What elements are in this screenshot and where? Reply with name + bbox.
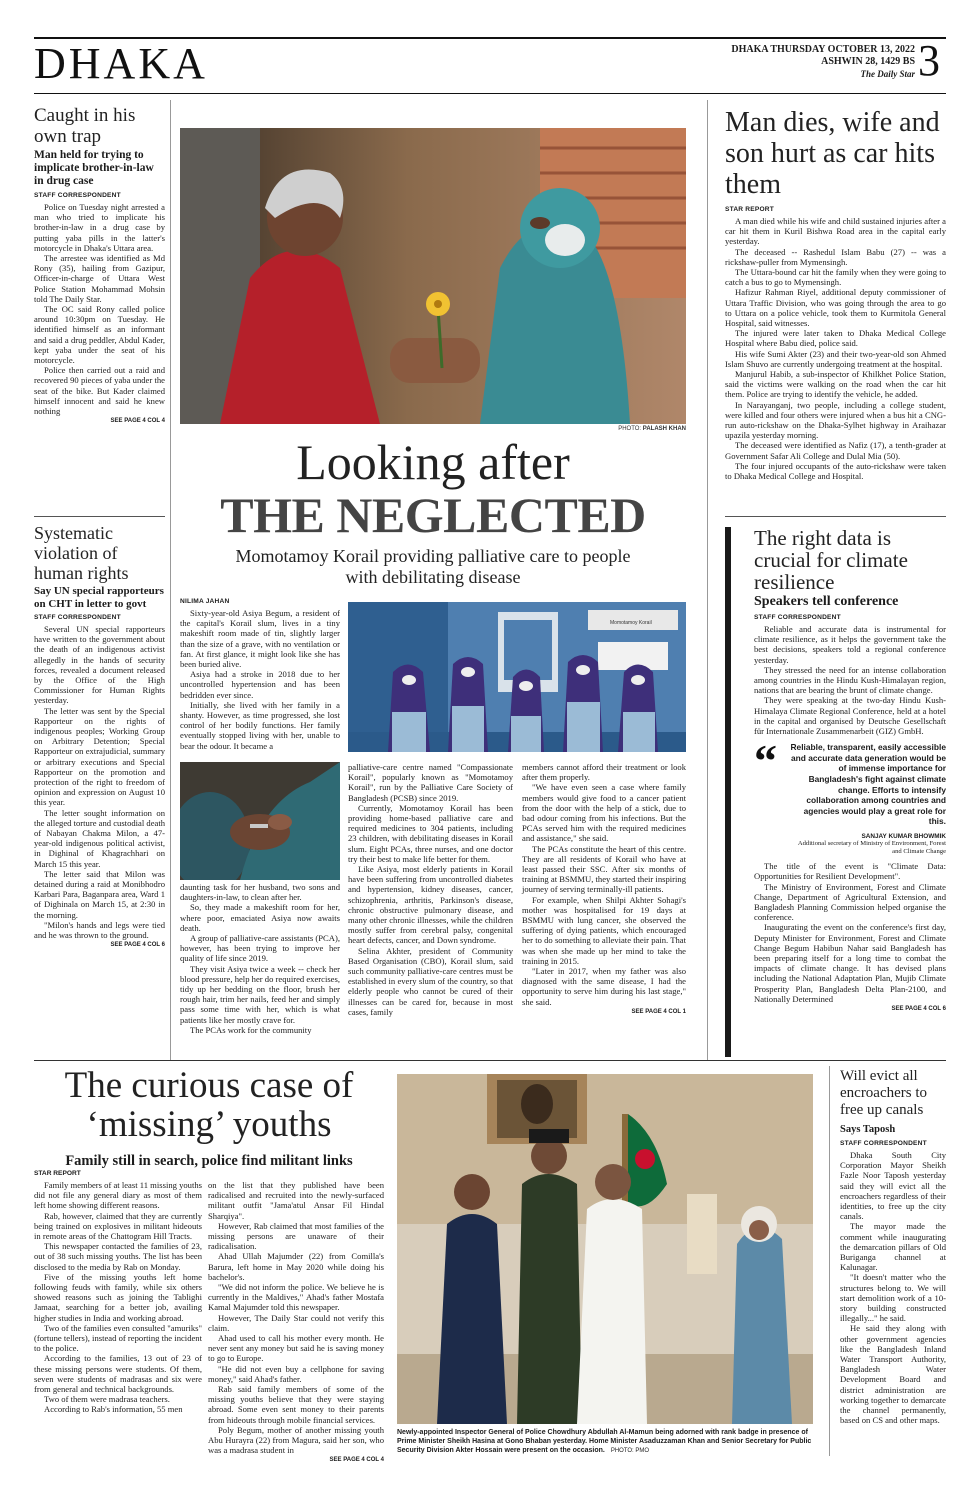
rights-p2: The letter was sent by the Special Rapporteur on the rights of indigenous peoples; Working Group on Arbitrary Detention; Special Rapporteur on extrajudicial, summary or arbitrary executions and Special Rapporteur on the promotion and protection of the right to freedom of opinion and expression on August 10 this year.: [34, 705, 165, 808]
lead-c1-p1: Sixty-year-old Asiya Begum, a resident of the capital's Korail slum, lives in a tiny makeshift room made of tin, slightly larger than the size of a grave, with no ventilation or fan. At first glance, it might look like she has been buried alive.: [180, 608, 340, 670]
caught-p1: Police on Tuesday night arrested a man who tried to implicate his brother-in-law in a drug case by putting yaba pills in the latter's motorcycle in Dhaka's Uttara area.: [34, 202, 165, 253]
lead-c1b-p5: The PCAs work for the community: [190, 1024, 312, 1035]
lead-c1-p3: Initially, she lived with her family in a shanty. However, as time progressed, she lost control of her bodily functions. Her family eventually stopped living with her, unable to bear the odour. It became a: [180, 699, 340, 751]
missing-col1: [34, 1180, 202, 1415]
lead-c1-p2: Asiya had a stroke in 2018 due to her uncontrolled hypertension and has been bedridden ever since.: [180, 669, 340, 700]
lead-c2-p2: Currently, Momotamoy Korail has been providing home-based palliative care and required medicines to 304 patients, including 23 children, with debilitating diseases in Korail slum. Eight PCAs, three nurses, and one doctor try their best to make life better for them.: [348, 802, 513, 864]
mandies-headline: Man dies, wife and son hurt as car hits them: [725, 107, 940, 200]
lead-c1b-p4: They visit Asiya twice a week -- check her blood pressure, help her do required exercises, tidy up her bedding on the floor, brush her rough hair, trim her nails, feed her and simply pass some time with her, which is what patients like her mostly crave for.: [180, 963, 340, 1025]
mandies-p2: The deceased -- Rashedul Islam Babu (27) -- was a rickshaw-puller from Mymensingh.: [725, 246, 946, 267]
igp-caption: [397, 1428, 813, 1456]
article-caught: [34, 105, 165, 424]
missing-c1-p4: Five of the missing youths left home following feuds with family, while six others showed reasons such as joining the Tablighi Jamaat, searching for a better job, availing higher studies in India and working abroad.: [34, 1271, 202, 1323]
canals-headline: Will evict all encroachers to free up canals: [840, 1068, 928, 1118]
lead-c2-p1: palliative-care centre named "Compassionate Korail", popularly known as "Momotamoy Korail", run by the Palliative Care Society of Bangladesh (PCSB) since 2019.: [348, 762, 513, 803]
mandies-p6: His wife Sumi Akter (23) and their two-year-old son Ahmed Islam Shuvo are currently undergoing treatment at the hospital.: [725, 348, 946, 369]
canals-p4: He said they along with other government agencies like the Bangladesh Inland Water Transport Authority, Bangladesh Water Development Board and district administration are working together to demarcate the channel permanently, based on CS and other maps.: [840, 1323, 946, 1426]
missing-c2-p2: However, Rab claimed that most families of the missing persons are unaware of their radicalisation.: [208, 1220, 384, 1252]
lead-c2-p3: Like Asiya, most elderly patients in Korail have been suffering from uncontrolled diabetes and hypertension, kidney diseases, cancer, schizophrenia, arthritis, Parkinson's disease, chronic obstructive pulmonary disease, and many other chronic illnesses, while the children mostly suffer from cerebral palsy, congenital heart defects, cancer, and Down syndrome.: [348, 864, 513, 946]
climate-accent-bar: [725, 527, 731, 1057]
rights-jump[interactable]: SEE PAGE 4 COL 6: [110, 942, 165, 949]
hands-photo: [180, 762, 340, 880]
igp-credit: PHOTO: PMO: [610, 1448, 650, 1454]
caught-p3: The OC said Rony called police around 10:30pm on Tuesday. He identified himself as an informant and said a drug peddler, Abdul Kader, kept yaba under the seat of his motorcycle.: [34, 304, 165, 366]
climate-jump[interactable]: SEE PAGE 4 COL 6: [891, 1006, 946, 1013]
climate-headline: The right data is crucial for climate resilience: [754, 526, 908, 594]
lead-col3: [522, 762, 686, 1015]
climate-deck: Speakers tell conference: [754, 594, 899, 609]
climate-p6: Inaugurating the event on the conference's first day, Deputy Minister for Environment, Forest and Climate Change Begum Habibun Nahar said Bangladesh has been preparing itself for a long time to combat the impacts of climate change. It has devised plans including the National Adaptation Plan, Mujib Climate Prosperity Plan, Bangladesh Delta Plan-2100, and Nationally Determined: [754, 922, 946, 1004]
igp-caption-text: Newly-appointed Inspector General of Police Chowdhury Abdullah Al-Mamun being adorned with rank badge in presence of Prime Minister Sheikh Hasina at Gono Bhaban yesterday. Home Minister Asaduzzaman Khan and Senior Secretary for Public Security Division Akter Hossain were present on the occasion.: [397, 1429, 812, 1454]
dateline-date: DHAKA THURSDAY OCTOBER 13, 2022: [731, 44, 915, 55]
article-mandies: [725, 107, 946, 481]
missing-c1-p8: According to Rab's information, 55 men: [44, 1404, 183, 1415]
lead-col1: [180, 598, 340, 751]
missing-c1-p1: Family members of at least 11 missing youths did not file any general diary as most of them left home showing different reasons.: [34, 1180, 202, 1211]
caught-deck: Man held for trying to implicate brother-in-law in drug case: [34, 149, 154, 187]
missing-c2-p9: Poly Begum, mother of another missing youth Abu Hurayra (22) from Magura, said her son, who was a madrasa student in: [208, 1424, 384, 1456]
missing-c1-p3: This newspaper contacted the families of 23, out of 38 such missing youths. The list has been disclosed to the media by Rab on Monday.: [34, 1241, 202, 1272]
rights-byline: STAFF CORRESPONDENT: [34, 614, 121, 621]
quote-text: Reliable, transparent, easily accessible and accurate data generation would be of immense importance for Bangladesh's fight against climate change. Efforts to intensify collaboration among countries and agencies would play a great role for this.: [790, 742, 946, 827]
mandies-byline: STAR REPORT: [725, 206, 774, 213]
mandies-p9: The deceased were identified as Nafiz (17), a tenth-grader at Government Safar Ali College and Dulal Mia (50).: [725, 440, 946, 461]
lead-headline-top: Looking after: [296, 434, 570, 490]
lead-jump[interactable]: SEE PAGE 4 COL 1: [631, 1008, 686, 1015]
lead-headline-bottom: THE NEGLECTED: [220, 487, 646, 543]
article-rights: [34, 523, 165, 948]
missing-col2: [208, 1180, 384, 1463]
igp-photo: [397, 1074, 813, 1424]
missing-c1-p7: Two of them were madrasa teachers.: [44, 1394, 170, 1405]
canals-deck: Says Taposh: [840, 1124, 896, 1135]
missing-c2-p3: Ahad Ullah Majumder (22) from Comilla's Barura, left home in May 2020 while doing his bachelor's.: [208, 1251, 384, 1282]
mandies-p4: Hafizur Rahman Riyel, additional deputy commissioner of Uttara Traffic Division, who was going through the area to go to Uttara on a police vehicle, took them to Kurmitola General Hospital, said witnesses.: [725, 287, 946, 329]
lead-col2: [348, 762, 513, 1017]
mandies-p7: Manjurul Habib, a sub-inspector of Khilkhet Police Station, said the victims were walking on the road when the car hit them. Police are trying to identify the vehicle, he added.: [725, 369, 946, 400]
missing-c2-p5: However, The Daily Star could not verify this claim.: [208, 1312, 384, 1333]
caught-jump[interactable]: SEE PAGE 4 COL 4: [110, 418, 165, 425]
quote-icon: “: [754, 735, 777, 787]
quote-title: Additional secretary of Ministry of Environment, Forest and Climate Change: [797, 839, 946, 855]
missing-c1-p6: According to the families, 13 out of 23 of these missing persons were students. Of them, seven were students of madrasas and six were from general and technical backgrounds.: [34, 1353, 202, 1395]
lead-deck: Momotamoy Korail providing palliative care to people with debilitating disease: [235, 546, 631, 587]
missing-c2-p4: "We did not inform the police. We believe he is currently in the Maldives," Ahad's father Mostafa Kamal Majumder told this newspaper.: [208, 1282, 384, 1313]
dateline-bangla: ASHWIN 28, 1429 BS: [821, 56, 915, 67]
rights-headline: Systematic violation of human rights: [34, 523, 129, 583]
mandies-p1: A man died while his wife and child sustained injuries after a car hit them in Kuril Bishwa Road area in the capital early yesterday.: [725, 216, 946, 247]
canals-p1: Dhaka South City Corporation Mayor Sheikh Fazle Noor Taposh yesterday said they will evict all the encroachers regardless of their identities, to free up the city canals.: [840, 1150, 946, 1222]
canals-byline: STAFF CORRESPONDENT: [840, 1140, 927, 1147]
caught-p2: The arrestee was identified as Md Rony (35), hailing from Gazipur, Officer-in-charge of Uttara West Police Station Mohammad Mohsin told The Daily Star.: [34, 253, 165, 304]
lead-byline: NILIMA JAHAN: [180, 598, 230, 605]
article-climate: [754, 527, 946, 1012]
canals-p3: "It doesn't matter who the structures belong to. We will start demolition work of a 10-story building constructed illegally..." he said.: [840, 1272, 946, 1324]
climate-p1: Reliable and accurate data is instrumental for climate resilience, as it helps the government take the best decisions, speakers told a regional conference yesterday.: [754, 624, 946, 665]
dateline: [700, 44, 915, 80]
climate-p4: The title of the event is "Climate Data: Opportunities for Resilient Development".: [754, 861, 946, 882]
group-photo: [348, 602, 686, 752]
missing-deck: Family still in search, police find militant links: [65, 1153, 353, 1169]
missing-headline: The curious case of ‘missing’ youths: [64, 1065, 354, 1145]
missing-byline: STAR REPORT: [34, 1170, 81, 1177]
rights-body: [34, 624, 165, 940]
canals-p2: The mayor made the comment while inaugurating the demarcation pillars of Old Buriganga channel at Kalunagar.: [840, 1221, 946, 1273]
caught-p4: Police then carried out a raid and recovered 90 pieces of yaba under the seat of the bike. But Kader claimed himself innocent and said he knew nothing: [34, 365, 165, 417]
lead-c2-p4: Selina Akhter, president of Community Based Organisation (CBO), Korail slum, said such community palliative-care centres must be established in every slum of the country, so that elderly people who cannot be cured of their illnesses can be cared for, because in most cases, family: [348, 945, 513, 1017]
mandies-p5: The injured were later taken to Dhaka Medical College Hospital where Babu died, police said.: [725, 328, 946, 349]
rights-deck: Say UN special rapporteurs on CHT in letter to govt: [34, 585, 164, 610]
climate-p2: They stressed the need for an intense collaboration among countries in the Hindu Kush-Himalayan region, nations that are bearing the brunt of climate change.: [754, 664, 946, 696]
mandies-p8: In Narayanganj, two people, including a college student, were killed and four others were injured when a bus hit a CNG-run auto-rickshaw on the Dhaka-Sylhet highway in Araihazar upazila yesterday morning.: [725, 399, 946, 441]
lead-col1b: [180, 882, 340, 1035]
lead-credit-label: PHOTO:: [618, 426, 642, 432]
group-photo-sign: Momotamoy Korail: [610, 620, 652, 626]
lead-c3-p1: members cannot afford their treatment or look after them properly.: [522, 762, 686, 783]
lead-c1b-p1: daunting task for her husband, two sons and daughters-in-law, to clean after her.: [180, 882, 340, 903]
missing-c2-p1: on the list that they published have been radicalised and recruited into the newly-surfaced militant outfit "Jama'atul Ansar Fil Hindal Sharqiya".: [208, 1180, 384, 1221]
lead-photo-credit: [540, 426, 686, 432]
lead-c3-p4: For example, when Shilpi Akhter Sohagi's mother was hospitalised for 19 days at BSMMU with lung cancer, she observed the suffering of dying patients, which encouraged her to do something to alleviate their pain. That was when she made up her mind to take the training in 2015.: [522, 894, 686, 966]
paper-logo: The Daily Star: [860, 69, 915, 79]
rights-p1: Several UN special rapporteurs have written to the government about the death of an indigenous activist allegedly in the hands of security forces, revealed a document released by the Office of the High Commissioner for Human Rights yesterday.: [34, 624, 165, 706]
missing-c2-p8: Rab said family members of some of the missing youths believe that they were staying abroad. Some even sent money to their parents from hideouts through mobile financial services.: [208, 1384, 384, 1425]
mandies-p10: The four injured occupants of the auto-rickshaw were taken to Dhaka Medical College and Hospital.: [725, 460, 946, 482]
lead-c3-p5: "Later in 2017, when my father was also diagnosed with the same disease, I had the opportunity to serve him during his last stage," she said.: [522, 966, 686, 1007]
lead-photo: [180, 128, 686, 424]
caught-byline: STAFF CORRESPONDENT: [34, 192, 121, 199]
lead-c1b-p3: A group of palliative-care assistants (PCA), however, has been trying to improve her quality of life since 2019.: [180, 933, 340, 964]
missing-c1-p2: Rab, however, claimed that they are currently being trained on explosives in militant hideouts in remote areas of the Chattogram Hill Tracts.: [34, 1210, 202, 1242]
climate-byline: STAFF CORRESPONDENT: [754, 614, 841, 621]
lead-c1b-p2: So, they made a makeshift room for her, where poor, emaciated Asiya now awaits death.: [180, 902, 340, 933]
climate-p3: They were speaking at the two-day Hindu Kush-Himalaya Climate Regional Conference, held at a hotel in the capital and organised by Deutsche Gesellschaft für Internationale Zusammenarbeit (GIZ) GmbH.: [754, 695, 946, 737]
climate-pullquote: [754, 735, 946, 855]
mandies-p3: The Uttara-bound car hit the family when they were going to catch a bus to go to Mymensingh.: [725, 267, 946, 288]
article-canals: [840, 1068, 946, 1425]
caught-headline: Caught in his own trap: [34, 105, 136, 147]
missing-c2-p6: Ahad used to call his mother every month. He never sent any money but said he is saving money to go to Europe.: [208, 1333, 384, 1364]
rights-p3: The letter sought information on the alleged torture and custodial death of Nabayan Chakma Milon, a 47-year-old indigenous political activist, in Dighinal of Khagrachhari on March 15 this year.: [34, 807, 166, 869]
lead-c3-p3: The PCAs constitute the heart of this centre. They are all residents of Korail who have at least passed their SSC. After six months of training at BSMMU, they started their inspiring journey of serving terminally-ill patients.: [522, 843, 686, 895]
missing-jump[interactable]: SEE PAGE 4 COL 4: [329, 1457, 384, 1464]
climate-p5: The Ministry of Environment, Forest and Climate Change, Department of Agricultural Extension, and Bangladesh Planning Commission helped organise the conference.: [754, 881, 946, 923]
rights-p4: The letter said that Milon was detained during a raid at Monibhodro Karbari Para, Baganpara area, Ward 1 of Dighinala on March 15, at 2:30 in the morning.: [34, 868, 165, 920]
page-number: 3: [918, 36, 940, 85]
section-title: DHAKA: [34, 39, 208, 88]
caught-body: [34, 202, 165, 416]
quote-name: SANJAY KUMAR BHOWMIK: [861, 832, 946, 840]
missing-c1-p5: Two of the families even consulted "amuriks" (fortune tellers), instead of reporting the incident to the police.: [34, 1322, 202, 1354]
rights-p5: "Milon's hands and legs were tied and he was thrown to the ground.: [34, 919, 165, 941]
missing-c2-p7: "He did not even buy a cellphone for saving money," said Ahad's father.: [208, 1363, 384, 1384]
lead-c3-p2: "We have even seen a case where family members would give food to a cancer patient from the door with the help of a stick, due to bad odour coming from his infections. But the PCAs served him with the required medicines and assistance," she said.: [522, 782, 686, 844]
lead-credit-name: PALASH KHAN: [642, 426, 686, 432]
